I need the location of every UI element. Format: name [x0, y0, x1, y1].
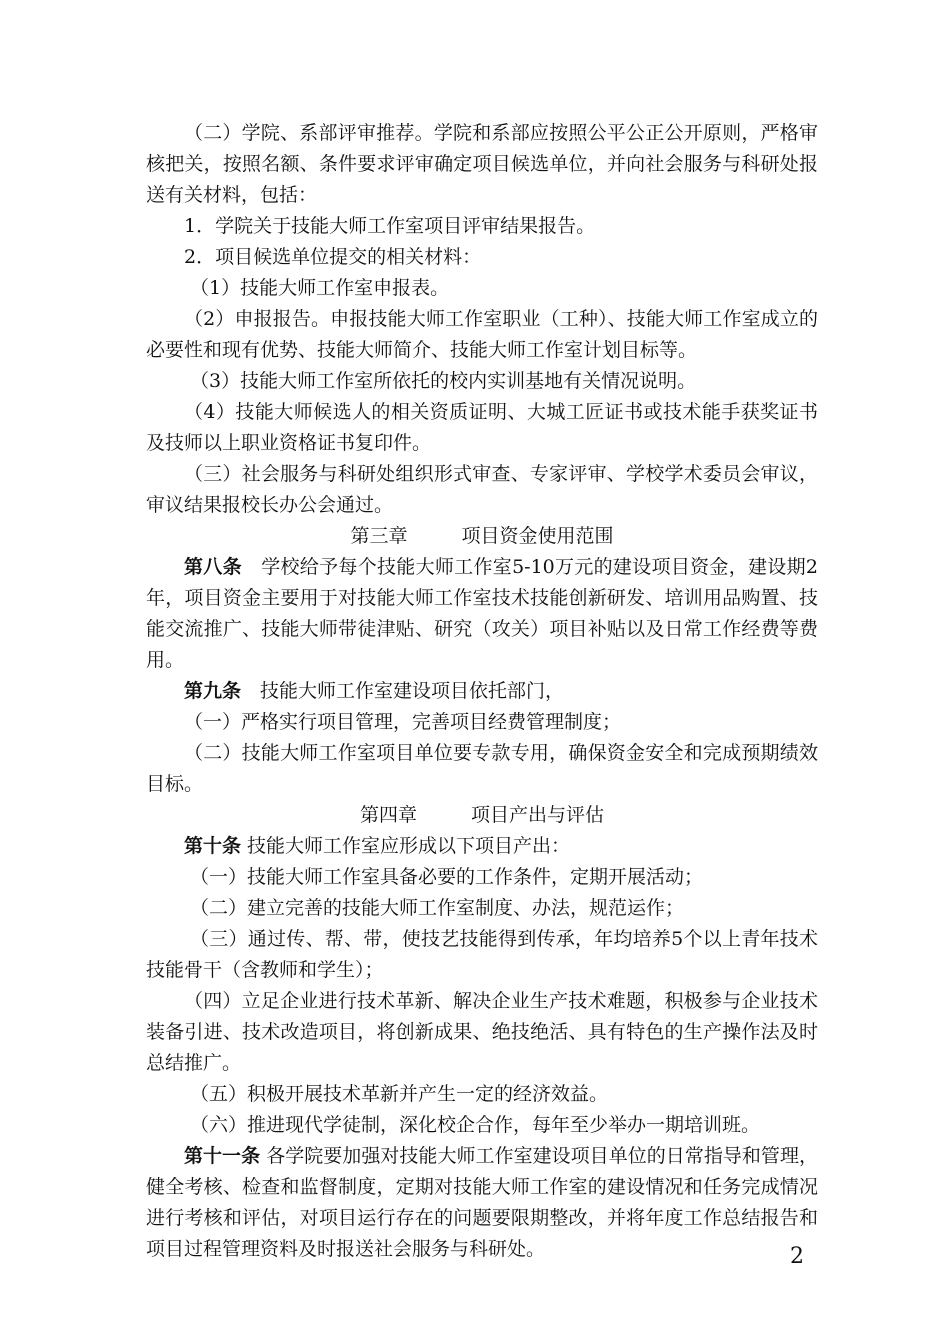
- chapter-heading: [146, 800, 818, 831]
- paragraph: 1．学院关于技能大师工作室项目评审结果报告。: [184, 215, 596, 237]
- chapter-number: 第四章: [359, 804, 417, 826]
- article-8: [146, 552, 818, 676]
- paragraph: （2）申报报告。申报技能大师工作室职业（工种）、技能大师工作室成立的必要性和现有优势、技能大师简介、技能大师工作室计划目标等。: [146, 308, 818, 361]
- article-label: 第十条: [184, 835, 242, 857]
- paragraph: （三）社会服务与科研处组织形式审查、专家评审、学校学术委员会审议，审议结果报校长办公会通过。: [146, 463, 818, 516]
- paragraph: （1）技能大师工作室申报表。: [190, 277, 450, 299]
- article-item: （六）推进现代学徒制，深化校企合作，每年至少举办一期培训班。: [190, 1114, 761, 1136]
- article-item: （二）建立完善的技能大师工作室制度、办法，规范运作；: [190, 897, 685, 919]
- paragraph: （3）技能大师工作室所依托的校内实训基地有关情况说明。: [190, 370, 697, 392]
- article-label: 第十一条: [184, 1145, 261, 1167]
- paragraph: 2．项目候选单位提交的相关材料：: [184, 246, 482, 268]
- article-item: （一）技能大师工作室具备必要的工作条件，定期开展活动；: [190, 866, 704, 888]
- page-number: 2: [790, 1244, 804, 1269]
- article-item: （三）通过传、帮、带，使技艺技能得到传承，年均培养5个以上青年技术技能骨干（含教师和学生）；: [146, 928, 818, 981]
- article-label: 第九条: [184, 680, 242, 702]
- article-text: 技能大师工作室应形成以下项目产出：: [241, 835, 571, 857]
- article-11: [146, 1141, 818, 1265]
- article-item: （五）积极开展技术革新并产生一定的经济效益。: [190, 1083, 609, 1105]
- chapter-heading: [146, 521, 818, 552]
- paragraph: （二）学院、系部评审推荐。学院和系部应按照公平公正公开原则，严格审核把关，按照名额、条件要求评审确定项目候选单位，并向社会服务与科研处报送有关材料，包括：: [146, 122, 818, 206]
- article-item: （四）立足企业进行技术革新、解决企业生产技术难题，积极参与企业技术装备引进、技术改造项目，将创新成果、绝技绝活、具有特色的生产操作法及时总结推广。: [146, 990, 818, 1074]
- article-text: 学校给予每个技能大师工作室5-10万元的建设项目资金，建设期2年，项目资金主要用于对技能大师工作室技术技能创新研发、培训用品购置、技能交流推广、技能大师带徒津贴、研究（攻关）项目补贴以及日常工作经费等费用。: [146, 556, 818, 671]
- page-body: [146, 118, 818, 1265]
- chapter-title: 项目产出与评估: [471, 804, 605, 826]
- paragraph: （4）技能大师候选人的相关资质证明、大城工匠证书或技术能手获奖证书及技师以上职业资格证书复印件。: [146, 401, 818, 454]
- chapter-number: 第三章: [350, 525, 408, 547]
- article-9: [146, 676, 818, 707]
- article-text: 各学院要加强对技能大师工作室建设项目单位的日常指导和管理，健全考核、检查和监督制度，定期对技能大师工作室的建设情况和任务完成情况进行考核和评估，对项目运行存在的问题要限期整改，并将年度工作总结报告和项目过程管理资料及时报送社会服务与科研处。: [146, 1145, 818, 1260]
- article-label: 第八条: [184, 556, 242, 578]
- article-item: （一）严格实行项目管理，完善项目经费管理制度；: [184, 711, 622, 733]
- article-item: （二）技能大师工作室项目单位要专款专用，确保资金安全和完成预期绩效目标。: [146, 742, 818, 795]
- article-10: [146, 831, 818, 862]
- chapter-title: 项目资金使用范围: [461, 525, 614, 547]
- article-text: 技能大师工作室建设项目依托部门，: [241, 680, 565, 702]
